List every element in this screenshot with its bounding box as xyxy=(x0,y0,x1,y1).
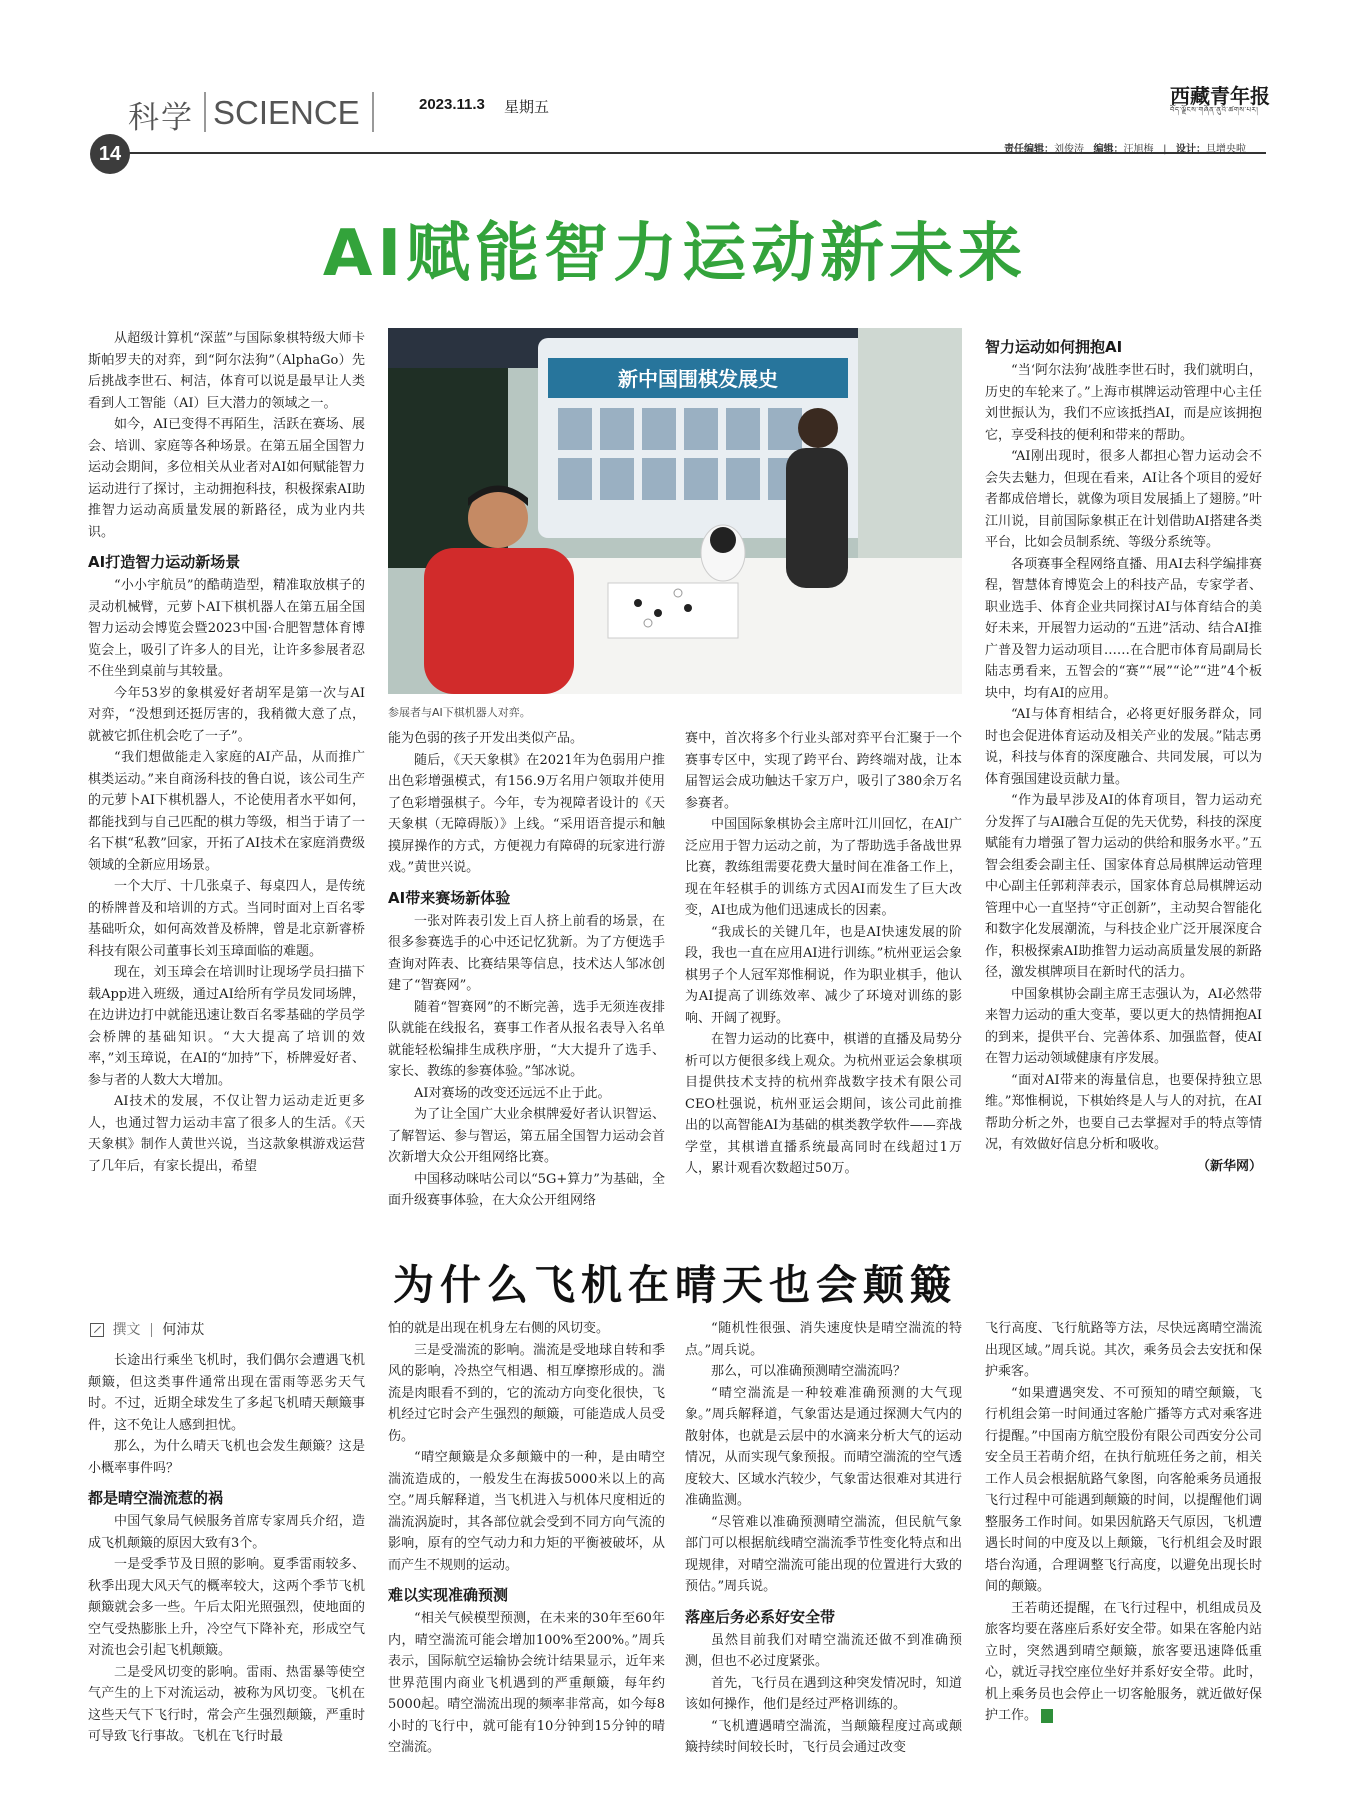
paragraph: “晴空湍流是一种较难准确预测的大气现象。”周兵解释道，气象雷达是通过探测大气内的散射体，也就是云层中的水滴来分析大气的运动情况，从而实现气象预报。而晴空湍流的空气透度较大、区域水汽较少，气象雷达很难对其进行准确监测。 xyxy=(685,1385,962,1508)
paragraph: 现在，刘玉璋会在培训时让现场学员扫描下载App进入班级，通过AI给所有学员发同场牌，在边讲边打中就能迅速让数百名零基础的学员学会桥牌的基础知识。“大大提高了培训的效率，”刘玉璋说，在AI的“加持”下，桥牌爱好者、参与者的人数大大增加。 xyxy=(88,965,365,1088)
paragraph: “我成长的关键几年，也是AI快速发展的阶段，我也一直在应用AI进行训练。”杭州亚运会象棋男子个人冠军郑惟桐说，作为职业棋手，他认为AI提高了训练效率、减少了环境对训练的影响、开阔了视野。 xyxy=(685,924,962,1026)
editor-label: 责任编辑： xyxy=(1004,144,1054,155)
article2-col1 xyxy=(88,1350,365,1748)
paragraph: 各项赛事全程网络直播、用AI去科学编排赛程，智慧体育博览会上的科技产品，专家学者、职业选手、体育企业共同探讨AI与体育结合的美好未来，开展智力运动的“五进”活动、结合AI推广普及智力运动项目……在合肥市体育局副局长陆志勇看来，五智会的“赛”“展”“论”“进”4个板块中，均有AI的应用。 xyxy=(985,556,1262,701)
section-name-en: SCIENCE xyxy=(213,94,360,131)
paragraph: 随着“智赛网”的不断完善，选手无须连夜排队就能在线报名，赛事工作者从报名表导入名单就能轻松编排生成秩序册，“大大提升了选手、家长、教练的参赛体验。”邹冰说。 xyxy=(388,999,665,1079)
paragraph: 如今，AI已变得不再陌生，活跃在赛场、展会、培训、家庭等各种场景。在第五届全国智力运动会期间，多位相关从业者对AI如何赋能智力运动进行了探讨，主动拥抱科技，积极探索AI助推智力运动高质量发展的新路径，成为业内共识。 xyxy=(88,417,365,540)
editor2: 汪旭梅 xyxy=(1123,144,1154,155)
subheading: 落座后务必系好安全带 xyxy=(685,1607,836,1626)
paragraph: 中国移动咪咕公司以“5G+算力”为基础，全面升级赛事体验，在大众公开组网络 xyxy=(388,1171,665,1208)
newspaper-logo-tibetan: བོད་ལྗོངས་གཞོན་ནུའི་ཚགས་པར། xyxy=(1170,106,1259,114)
paragraph: 首先，飞行员在遇到这种突发情况时，知道该如何操作，他们是经过严格训练的。 xyxy=(685,1675,962,1712)
article1-photo-caption: 参展者与AI下棋机器人对弈。 xyxy=(388,706,531,719)
paragraph: 在智力运动的比赛中，棋谱的直播及局势分析可以方便很多线上观众。为杭州亚运会象棋项目提供技术支持的杭州弈战数字技术有限公司CEO杜强说，杭州亚运会期间，该公司此前推出的以高智能AI为基础的棋类教学软件——弈战学堂，其棋谱直播系统最高同时在线超过1万人，累计观看次数超过50万。 xyxy=(685,1032,962,1176)
paragraph: “AI刚出现时，很多人都担心智力运动会不会失去魅力，但现在看来，AI让各个项目的爱好者都成倍增长，就像为项目发展插上了翅膀。”叶江川说，目前国际象棋正在计划借助AI搭建各类平台，比如会员制系统、等级分系统等。 xyxy=(985,449,1262,550)
paragraph: 今年53岁的象棋爱好者胡军是第一次与AI对弈，“没想到还挺厉害的，我稍微大意了点，就被它抓住机会吃了一子”。 xyxy=(88,685,365,744)
paragraph: 王若萌还提醒，在飞行过程中，机组成员及旅客均要在落座后系好安全带。如果在客舱内站立时，突然遇到晴空颠簸，旅客要迅速降低重心，就近寻找空座位坐好并系好安全带。此时，机上乘务员也会停止一切客舱服务，就近做好保护工作。 xyxy=(985,1600,1262,1723)
paragraph: 二是受风切变的影响。雷雨、热雷暴等使空气产生的上下对流运动，被称为风切变。飞机在这些天气下飞行时，常会产生强烈颠簸，严重时可导致飞行事故。飞机在飞行时最 xyxy=(88,1664,365,1744)
paragraph: 三是受湍流的影响。湍流是受地球自转和季风的影响，冷热空气相遇、相互摩擦形成的。湍流是肉眼看不到的，它的流动方向变化很快，飞机经过它时会产生强烈的颠簸，可能造成人员受伤。 xyxy=(388,1342,665,1444)
paragraph: “随机性很强、消失速度快是晴空湍流的特点。”周兵说。 xyxy=(685,1321,962,1358)
page-number-badge: 14 xyxy=(90,134,130,174)
article1-col2 xyxy=(388,728,665,1212)
paragraph: 一张对阵表引发上百人挤上前看的场景，在很多参赛选手的心中还记忆犹新。为了方便选手查询对阵表、比赛结果等信息，技术达人邹冰创建了“智赛网”。 xyxy=(388,913,665,993)
section-name-cn: 科学 xyxy=(128,100,194,136)
paragraph: 中国象棋协会副主席王志强认为，AI必然带来智力运动的重大变革，要以更大的热情拥抱AI的到来，提供平台、完善体系、加强监督，使AI在智力运动领域健康有序发展。 xyxy=(985,986,1262,1066)
paragraph: AI技术的发展，不仅让智力运动走近更多人，也通过智力运动丰富了很多人的生活。《天天象棋》制作人黄世兴说，当这款象棋游戏运营了几年后，有家长提出，希望 xyxy=(88,1094,365,1174)
editor2-label: 编辑： xyxy=(1093,144,1124,155)
subheading: 智力运动如何拥抱AI xyxy=(985,338,1123,356)
designer: 旦增央啦 xyxy=(1206,144,1246,155)
staff-credits: 责任编辑：刘俊涛 编辑：汪旭梅 | 设计：旦增央啦 xyxy=(1004,144,1246,155)
paragraph: “相关气候模型预测，在未来的30年至60年内，晴空湍流可能会增加100%至200%。”周兵表示，国际航空运输协会统计结果显示，近年来世界范围内商业飞机遇到的严重颠簸，每年约5000起。晴空湍流出现的频率非常高，如今每8小时的飞行中，就可能有10分钟到15分钟的晴空湍流。 xyxy=(388,1611,665,1755)
designer-label: 设计： xyxy=(1176,144,1206,155)
paragraph: 飞行高度、飞行航路等方法，尽快远离晴空湍流出现区域。”周兵说。其次，乘务员会去安抚和保护乘客。 xyxy=(985,1321,1262,1379)
paragraph: 一个大厅、十几张桌子、每桌四人，是传统的桥牌普及和培训的方式。当同时面对上百名零基础听众，如何高效普及桥牌，曾是北京新睿桥科技有限公司董事长刘玉璋面临的难题。 xyxy=(88,879,365,959)
paragraph: 从超级计算机“深蓝”与国际象棋特级大师卡斯帕罗夫的对弈，到“阿尔法狗”（AlphaGo）先后挑战李世石、柯洁，体育可以说是最早让人类看到人工智能（AI）巨大潜力的领域之一。 xyxy=(88,331,365,411)
exhibit-banner: 新中国围棋发展史 xyxy=(618,367,778,391)
paragraph: 那么，可以准确预测晴空湍流吗？ xyxy=(711,1364,907,1379)
paragraph: “晴空颠簸是众多颠簸中的一种，是由晴空湍流造成的，一般发生在海拔5000米以上的高空。”周兵解释道，当飞机进入与机体尺度相近的湍流涡旋时，其各部位就会受到不同方向气流的影响，原有的空气动力和力矩的平衡被破坏，从而产生不规则的运动。 xyxy=(388,1450,665,1573)
paragraph: 能为色弱的孩子开发出类似产品。 xyxy=(388,731,584,746)
paragraph: 为了让全国广大业余棋牌爱好者认识智运、了解智运、参与智运，第五届全国智力运动会首次新增大众公开组网络比赛。 xyxy=(388,1107,665,1165)
section-divider xyxy=(372,92,374,132)
section-divider xyxy=(204,92,206,132)
subheading: AI带来赛场新体验 xyxy=(388,888,511,907)
editor: 刘俊涛 xyxy=(1054,144,1084,155)
subheading: AI打造智力运动新场景 xyxy=(88,553,241,571)
author: 何沛苁 xyxy=(162,1322,205,1338)
issue-date: 2023.11.3 xyxy=(419,96,485,113)
article1-photo xyxy=(388,328,962,694)
subheading: 都是晴空湍流惹的祸 xyxy=(88,1489,224,1507)
paragraph: 中国国际象棋协会主席叶江川回忆，在AI广泛应用于智力运动之前，为了帮助选手备战世界比赛，教练组需要花费大量时间在准备工作上，现在年轻棋手的训练方式因AI而发生了巨大改变，AI也成为他们迅速成长的因素。 xyxy=(685,817,962,918)
article2-headline: 为什么飞机在晴天也会颠簸 xyxy=(393,1261,957,1309)
paragraph: “飞机遭遇晴空湍流，当颠簸程度过高或颠簸持续时间较长时，飞行员会通过改变 xyxy=(685,1718,962,1755)
paragraph: “我们想做能走入家庭的AI产品，从而推广棋类运动。”来自商汤科技的鲁白说，该公司生产的元萝卜AI下棋机器人，不论使用者水平如何，都能找到与自己匹配的棋力等级，相当于请了一名下棋“私教”回家，开拓了AI技术在家庭消费级领域的全新应用场景。 xyxy=(88,750,365,873)
paragraph: 一是受季节及日照的影响。夏季雷雨较多、秋季出现大风天气的概率较大，这两个季节飞机颠簸就会多一些。午后太阳光照强烈，使地面的空气受热膨胀上升，冷空气下降补充，形成空气对流也会引起飞机颠簸。 xyxy=(88,1557,365,1658)
issue-weekday: 星期五 xyxy=(504,98,550,116)
paragraph: AI对赛场的改变还远远不止于此。 xyxy=(414,1085,611,1101)
paragraph: “尽管难以准确预测晴空湍流，但民航气象部门可以根据航线晴空湍流季节性变化特点和出现规律，对晴空湍流可能出现的位置进行大致的预估。”周兵说。 xyxy=(685,1514,962,1594)
paragraph: 赛中，首次将多个行业头部对弈平台汇聚于一个赛事专区中，实现了跨平台、跨终端对战，让本届智运会成功触达千家万户，吸引了380余万名参赛者。 xyxy=(685,731,962,811)
paragraph: “如果遭遇突发、不可预知的晴空颠簸，飞行机组会第一时间通过客舱广播等方式对乘客进行提醒。”中国南方航空股份有限公司西安分公司安全员王若萌介绍，在执行航班任务之前，相关工作人员会根据航路气象图，向客舱乘务员通报飞行过程中可能遇到颠簸的时间，以提醒他们调整服务工作时间。如果因航路天气原因，飞机遭遇长时间的中度及以上颠簸，飞行机组会及时跟塔台沟通，合理调整飞行高度，以避免出现长时间的颠簸。 xyxy=(985,1385,1262,1594)
article1-col4 xyxy=(985,328,1262,1177)
paragraph: “AI与体育相结合，必将更好服务群众，同时也会促进体育运动及相关产业的发展。”陆志勇说，科技与体育的深度融合、共同发展，可以为体育强国建设贡献力量。 xyxy=(985,707,1262,787)
article1-col1 xyxy=(88,328,365,1177)
pen-icon xyxy=(90,1323,104,1337)
paragraph: “小小宇航员”的酷萌造型，精准取放棋子的灵动机械臂，元萝卜AI下棋机器人在第五届全国智力运动会博览会暨2023中国·合肥智慧体育博览会上，吸引了许多人的目光，让许多参展者忍不住坐到桌前与其较量。 xyxy=(88,578,365,679)
robot-chess-photo xyxy=(388,328,962,694)
end-mark-icon xyxy=(1041,1709,1053,1723)
paragraph: “作为最早涉及AI的体育项目，智力运动充分发挥了与AI融合互促的先天优势，科技的深度赋能有力增强了智力运动的供给和服务水平。”五智会组委会副主任、国家体育总局棋牌运动管理中心副主任郭莉萍表示，国家体育总局棋牌运动管理中心一直坚持“守正创新”，主动契合智能化和数字化发展潮流，与科技企业广泛开展深度合作，积极探索AI助推智力运动高质量发展的新路径，激发棋牌项目在新时代的活力。 xyxy=(985,793,1262,980)
paragraph: “面对AI带来的海量信息，也要保持独立思维。”郑惟桐说，下棋始终是人与人的对抗，在AI帮助分析之外，也要自己去掌握对手的特点等情况，有效做好信息分析和吸收。 xyxy=(985,1072,1262,1152)
paragraph: 长途出行乘坐飞机时，我们偶尔会遭遇飞机颠簸，但这类事件通常出现在雷雨等恶劣天气时。不过，近期全球发生了多起飞机晴天颠簸事件，这不免让人感到担忧。 xyxy=(88,1353,365,1433)
paragraph: “当‘阿尔法狗’战胜李世石时，我们就明白，历史的车轮来了。”上海市棋牌运动管理中心主任刘世振认为，我们不应该抵挡AI，而是应该拥抱它，享受科技的便利和带来的帮助。 xyxy=(985,363,1262,443)
source-credit: （新华网） xyxy=(1196,1158,1262,1174)
paragraph: 虽然目前我们对晴空湍流还做不到准确预测，但也不必过度紧张。 xyxy=(685,1632,962,1669)
paragraph: 随后，《天天象棋》在2021年为色弱用户推出色彩增强模式，有156.9万名用户领取并使用了色彩增强棋子。今年，专为视障者设计的《天天象棋（无障碍版）》上线。“采用语音提示和触摸屏操作的方式，方便视力有障碍的玩家进行游戏。”黄世兴说。 xyxy=(388,752,665,875)
subheading: 难以实现准确预测 xyxy=(388,1586,509,1604)
paragraph: 中国气象局气候服务首席专家周兵介绍，造成飞机颠簸的原因大致有3个。 xyxy=(88,1514,365,1551)
article1-col3 xyxy=(685,728,962,1180)
article1-headline: AI赋能智力运动新未来 xyxy=(322,217,1028,291)
article2-col2 xyxy=(388,1318,665,1759)
article2-col4 xyxy=(985,1318,1262,1727)
byline-label: 撰文 xyxy=(112,1322,141,1338)
paragraph: 那么，为什么晴天飞机也会发生颠簸？这是小概率事件吗？ xyxy=(88,1439,365,1476)
paragraph: 怕的就是出现在机身左右侧的风切变。 xyxy=(388,1321,610,1336)
article2-col3 xyxy=(685,1318,962,1759)
newspaper-logo: 西藏青年报 xyxy=(1170,84,1270,108)
article2-byline xyxy=(90,1319,204,1339)
